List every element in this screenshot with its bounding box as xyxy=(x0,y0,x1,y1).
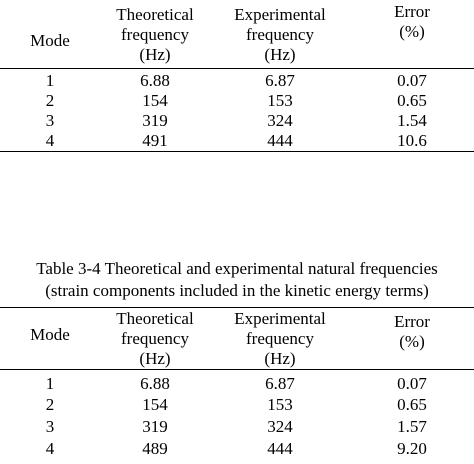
header-experimental-frequency: Experimental frequency (Hz) xyxy=(210,308,350,370)
cell-theoretical: 319 xyxy=(142,417,168,436)
cell-theoretical: 491 xyxy=(100,131,210,152)
cell-error: 0.65 xyxy=(397,90,427,110)
table-row xyxy=(0,370,474,395)
cell-experimental: 444 xyxy=(267,439,293,458)
cell-error: 1.54 xyxy=(397,110,427,130)
cell-mode: 1 xyxy=(45,374,55,393)
cell-theoretical: 319 xyxy=(142,110,168,130)
header-experimental-frequency: Experimental frequency (Hz) xyxy=(210,2,350,68)
cell-experimental: 324 xyxy=(267,110,293,130)
cell-error: 1.57 xyxy=(397,417,427,436)
cell-error: 9.20 xyxy=(397,439,427,458)
cell-mode: 3 xyxy=(45,110,55,130)
cell-mode: 2 xyxy=(45,395,55,414)
header-error: Error (%) xyxy=(350,2,474,68)
cell-theoretical: 6.88 xyxy=(140,70,170,90)
table-row xyxy=(0,131,474,152)
cell-theoretical: 154 xyxy=(142,90,168,110)
cell-error: 10.6 xyxy=(350,131,474,152)
cell-experimental: 153 xyxy=(267,90,293,110)
header-theoretical-frequency: Theoretical frequency (Hz) xyxy=(100,2,210,68)
cell-experimental: 324 xyxy=(267,417,293,436)
table-caption-subtitle: (strain components included in the kinetic energy terms) xyxy=(45,281,429,300)
frequency-table-1 xyxy=(0,2,474,152)
cell-error: 0.07 xyxy=(397,70,427,90)
table-row xyxy=(0,111,474,131)
table-header-row xyxy=(0,308,474,370)
cell-theoretical: 154 xyxy=(142,395,168,414)
table-row xyxy=(0,394,474,416)
cell-mode: 2 xyxy=(45,90,55,110)
table-row xyxy=(0,416,474,438)
header-mode: Mode xyxy=(0,2,100,68)
frequency-table-2 xyxy=(0,307,474,460)
cell-mode: 3 xyxy=(45,417,55,436)
table-row xyxy=(0,68,474,91)
cell-experimental: 6.87 xyxy=(265,374,295,393)
table-caption-title: Table 3-4 Theoretical and experimental natural frequencies xyxy=(36,259,438,278)
header-theoretical-frequency: Theoretical frequency (Hz) xyxy=(100,308,210,370)
cell-mode: 4 xyxy=(0,131,100,152)
cell-error: 0.07 xyxy=(397,374,427,393)
table-row xyxy=(0,438,474,460)
cell-error: 0.65 xyxy=(397,395,427,414)
cell-mode: 1 xyxy=(45,70,55,90)
cell-experimental: 153 xyxy=(267,395,293,414)
cell-experimental: 444 xyxy=(210,131,350,152)
table-header-row xyxy=(0,2,474,68)
cell-experimental: 6.87 xyxy=(265,70,295,90)
cell-theoretical: 6.88 xyxy=(140,374,170,393)
header-mode: Mode xyxy=(0,308,100,370)
cell-mode: 4 xyxy=(45,439,55,458)
header-error: Error (%) xyxy=(350,308,474,370)
cell-theoretical: 489 xyxy=(142,439,168,458)
table-row xyxy=(0,91,474,111)
